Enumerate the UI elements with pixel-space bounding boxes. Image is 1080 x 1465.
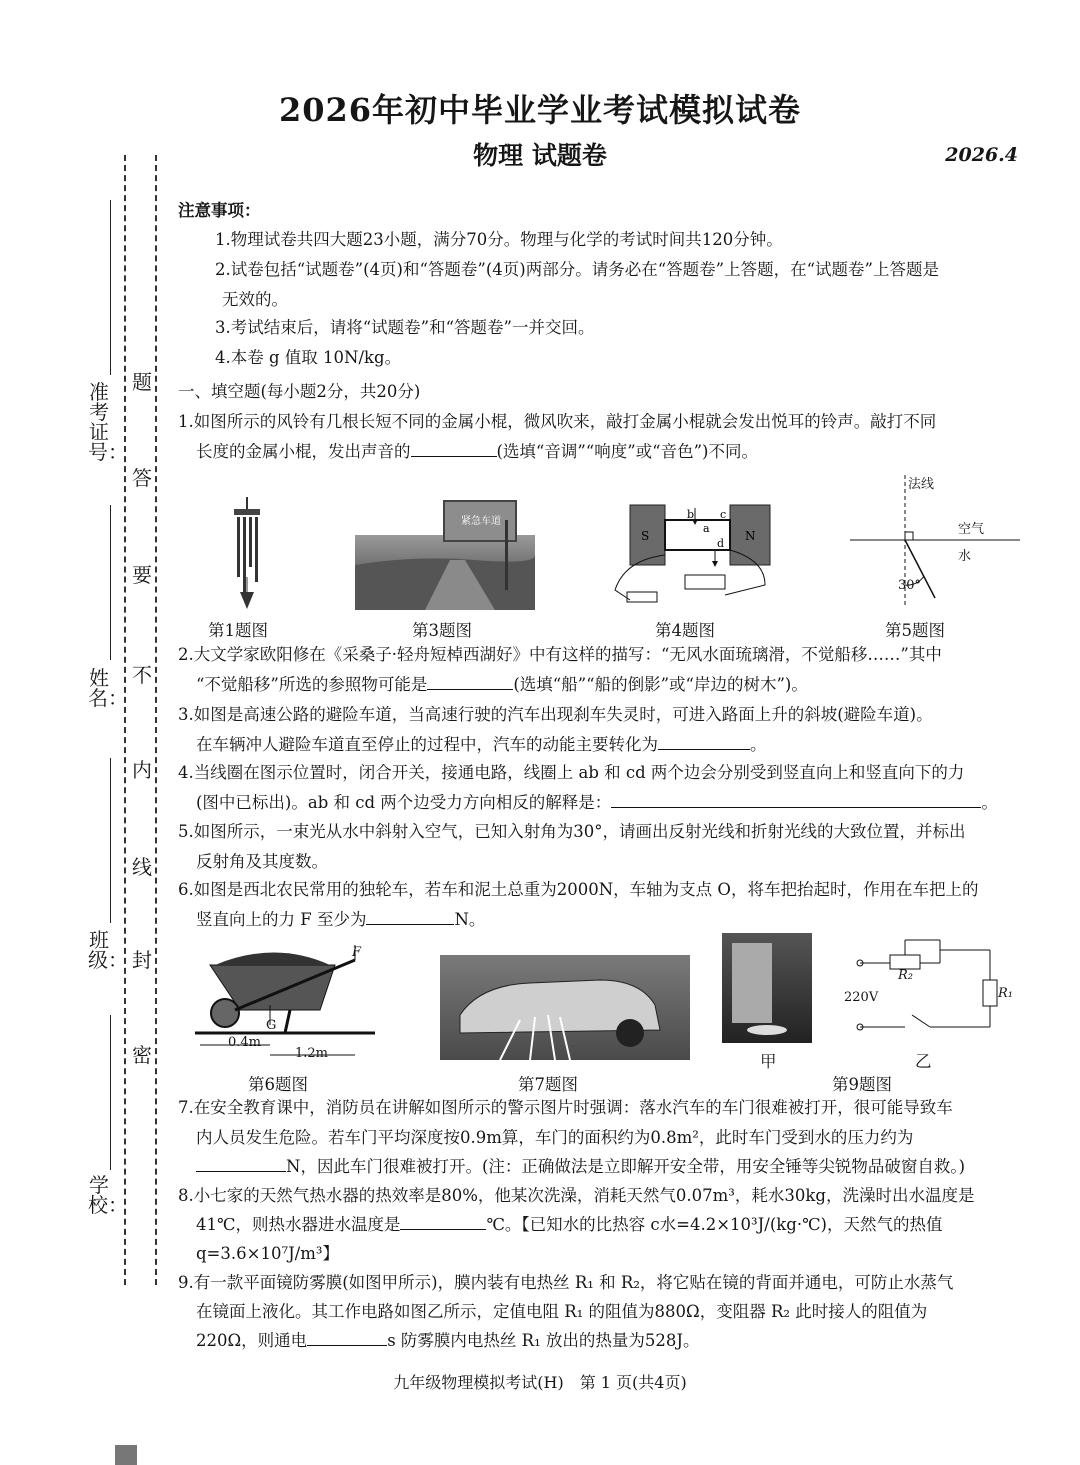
normal-line-label: 法线: [908, 477, 935, 492]
svg-text:d: d: [717, 537, 725, 550]
notice-item: 2.试卷包括“试题卷”(4页)和“答题卷”(4页)两部分。请务必在“答题卷”上答题，在“试题卷”上答题是: [215, 260, 939, 279]
question-7-line: 7.在安全教育课中，消防员在讲解如图所示的警示图片时强调：落水汽车的车门很难被打开，很可能导致车: [178, 1098, 953, 1117]
question-5-line: 5.如图所示，一束光从水中斜射入空气，已知入射角为30°，请画出反射光线和折射光线的大致位置，并标出: [178, 822, 966, 841]
admission-number-label: 准考证号：: [88, 380, 128, 464]
question-8-line: 41℃，则热水器进水温度是 ℃。【已知水的比热容 c水=4.2×10³J/(kg·℃)，天然气的热值: [196, 1215, 943, 1234]
answer-blank: [658, 735, 750, 750]
question-9-line: 220Ω，则通电 s 防雾膜内电热丝 R₁ 放出的热量为528J。: [196, 1331, 700, 1350]
svg-text:a: a: [703, 522, 710, 535]
school-label: 学校：: [88, 1173, 128, 1217]
question-2-line: “不觉船移”所选的参照物可能是 (选填“船”“船的倒影”或“岸边的树木”)。: [196, 675, 808, 694]
force-F-label: F: [352, 945, 362, 960]
exam-date: 2026.4: [945, 144, 1018, 166]
water-label: 水: [958, 549, 972, 564]
r1-label: R₁: [998, 986, 1013, 1001]
notice-item: 4.本卷 g 值取 10N/kg。: [215, 348, 402, 367]
seal-char: 题: [132, 370, 152, 394]
dist-12-label: 1.2m: [295, 1046, 329, 1061]
circuit-figure: [850, 935, 1020, 1035]
svg-text:N: N: [745, 529, 756, 543]
name-label: 姓名：: [88, 666, 128, 710]
light-refraction-figure: [850, 470, 1030, 605]
svg-text:b: b: [687, 508, 695, 521]
gravity-G-label: G: [266, 1018, 277, 1033]
question-2-line: 2.大文学家欧阳修在《采桑子·轻舟短棹西湖好》中有这样的描写：“无风水面琉璃滑，不觉船移……”其中: [178, 645, 942, 664]
answer-blank: [611, 793, 981, 808]
question-9-line: 9.有一款平面镜防雾膜(如图甲所示)，膜内装有电热丝 R₁ 和 R₂，将它贴在镜的背面并通电，可防止水蒸气: [178, 1273, 954, 1292]
seal-char: 不: [132, 663, 152, 687]
corner-mark: [115, 1445, 137, 1465]
dist-04-label: 0.4m: [228, 1035, 262, 1050]
answer-blank: [307, 1331, 387, 1346]
wind-chime-figure: [222, 497, 272, 612]
question-8-line: q=3.6×10⁷J/m³】: [196, 1244, 339, 1263]
air-label: 空气: [958, 522, 985, 537]
question-7-line: 内人员发生危险。若车门平均深度按0.9m算，车门的面积约为0.8m²，此时车门受到水的压力约为: [196, 1128, 914, 1147]
page-title: 2026年初中毕业学业考试模拟试卷: [278, 91, 802, 129]
caption-fig7: 第7题图: [518, 1075, 578, 1094]
notice-item: 无效的。: [222, 290, 288, 309]
caption-fig5: 第5题图: [885, 621, 945, 640]
answer-blank: [196, 1157, 286, 1172]
caption-fig9: 第9题图: [832, 1075, 892, 1094]
seal-char: 封: [132, 948, 152, 972]
seal-char: 密: [132, 1043, 152, 1067]
answer-blank: [366, 910, 454, 925]
seal-char: 要: [132, 563, 152, 587]
class-label: 班级：: [88, 928, 128, 972]
question-1-line: 1.如图所示的风铃有几根长短不同的金属小棍，微风吹来，敲打金属小棍就会发出悦耳的铃声。敲打不同: [178, 412, 937, 431]
question-1-line: 长度的金属小棍，发出声音的 (选填“音调”“响度”或“音色”)不同。: [196, 442, 758, 461]
voltage-label: 220V: [844, 990, 879, 1005]
question-3-line: 在车辆冲人避险车道直至停止的过程中，汽车的动能主要转化为 。: [196, 735, 767, 754]
notice-item: 3.考试结束后，请将“试题卷”和“答题卷”一并交回。: [215, 318, 595, 337]
seal-char: 线: [132, 855, 152, 879]
question-6-line: 6.如图是西北农民常用的独轮车，若车和泥土总重为2000N，车轴为支点 O，将车把抬起时，作用在车把上的: [178, 880, 979, 899]
motor-coil-figure: [605, 500, 785, 610]
notice-heading: 注意事项：: [178, 201, 261, 220]
caption-jia: 甲: [760, 1052, 777, 1071]
question-3-line: 3.如图是高速公路的避险车道，当高速行驶的汽车出现刹车失灵时，可进入路面上升的斜坡(避险车道)。: [178, 705, 933, 724]
caption-fig4: 第4题图: [655, 621, 715, 640]
submerged-car-photo: [440, 955, 690, 1060]
answer-blank: [400, 1215, 486, 1230]
question-6-line: 竖直向上的力 F 至少为 N。: [196, 910, 486, 929]
seal-char: 答: [132, 466, 152, 490]
caption-fig6: 第6题图: [248, 1075, 308, 1094]
angle-label: 30°: [898, 578, 922, 593]
mirror-photo: [722, 933, 812, 1043]
r2-label: R₂: [898, 968, 913, 983]
question-5-line: 反射角及其度数。: [196, 852, 328, 871]
question-9-line: 在镜面上液化。其工作电路如图乙所示，定值电阻 R₁ 的阻值为880Ω，变阻器 R₂ 此时接人的阻值为: [196, 1302, 928, 1321]
road-sign: 紧急车道: [443, 500, 517, 542]
answer-blank: [411, 442, 497, 457]
caption-fig3: 第3题图: [412, 621, 472, 640]
caption-fig1: 第1题图: [208, 621, 268, 640]
question-8-line: 8.小七家的天然气热水器的热效率是80%，他某次洗澡，消耗天然气0.07m³，耗水30kg，洗澡时出水温度是: [178, 1186, 975, 1205]
question-4-line: 4.当线圈在图示位置时，闭合开关，接通电路，线圈上 ab 和 cd 两个边会分别受到竖直向上和竖直向下的力: [178, 763, 965, 782]
question-4-line: (图中已标出)。ab 和 cd 两个边受力方向相反的解释是： 。: [196, 793, 998, 812]
page-footer: 九年级物理模拟考试(H) 第 1 页(共4页): [393, 1373, 687, 1392]
svg-text:S: S: [641, 529, 650, 543]
wheelbarrow-figure: [195, 945, 385, 1065]
section-heading: 一、填空题(每小题2分，共20分): [178, 382, 421, 401]
page-subtitle: 物理 试题卷: [473, 141, 607, 170]
answer-blank: [427, 675, 513, 690]
escape-lane-photo: [355, 535, 535, 610]
question-7-line: N，因此车门很难被打开。(注：正确做法是立即解开安全带，用安全锤等尖锐物品破窗自救。): [196, 1157, 965, 1177]
notice-item: 1.物理试卷共四大题23小题，满分70分。物理与化学的考试时间共120分钟。: [215, 230, 783, 249]
seal-char: 内: [132, 758, 152, 782]
caption-yi: 乙: [915, 1052, 932, 1071]
svg-text:c: c: [720, 508, 727, 521]
